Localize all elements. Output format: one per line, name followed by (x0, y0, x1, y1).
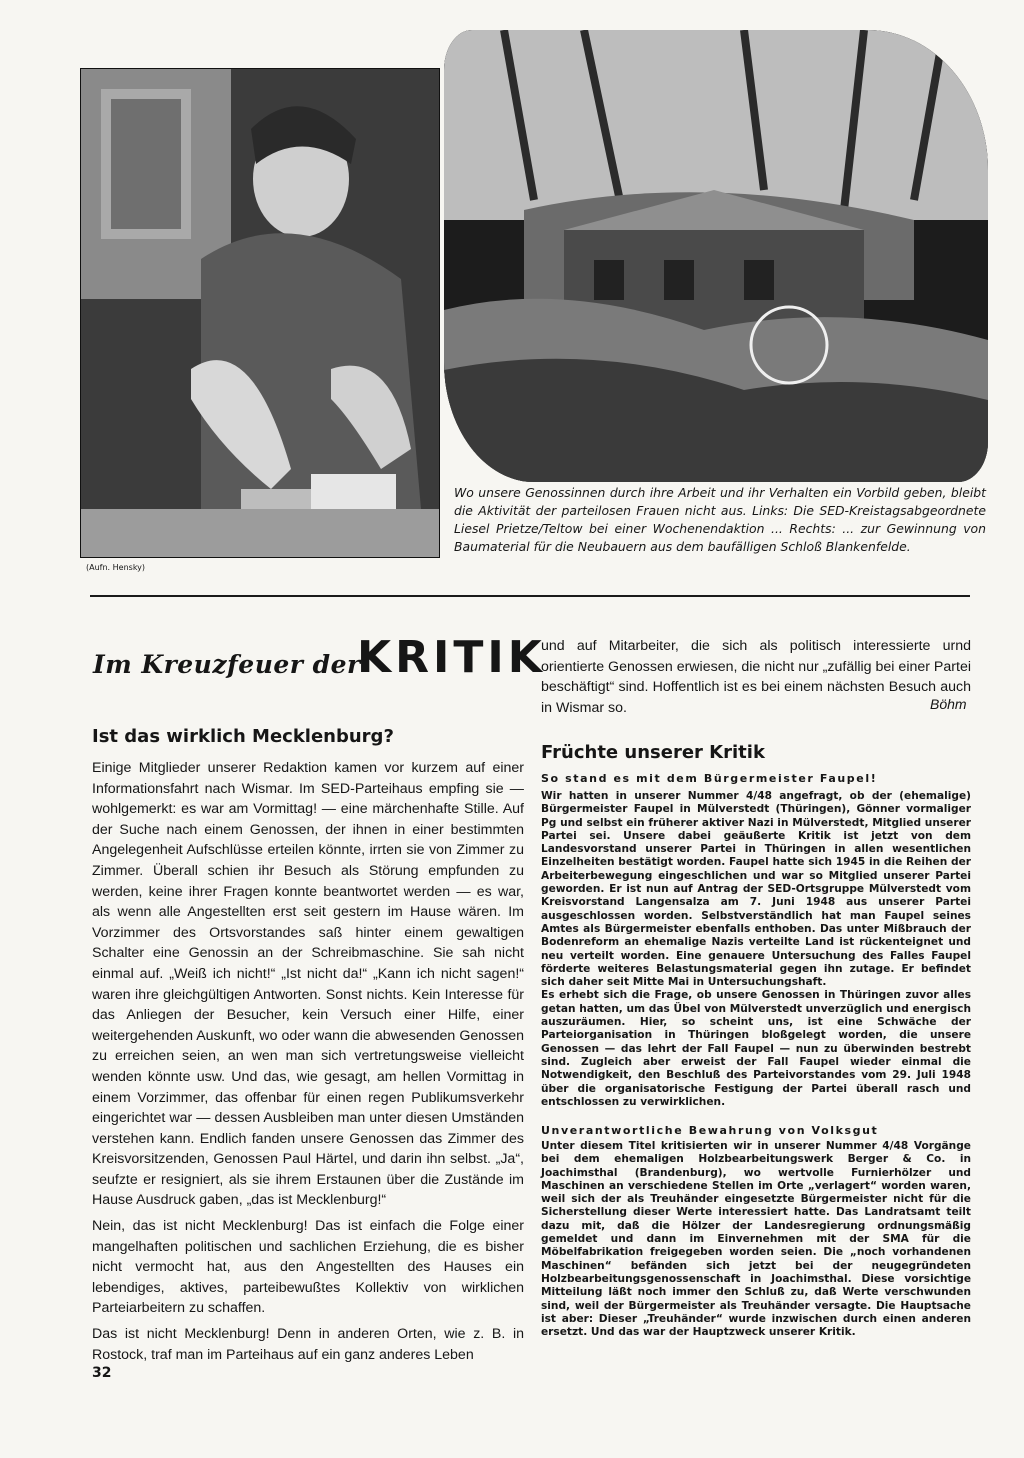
paragraph: Nein, das ist nicht Mecklenburg! Das ist einfach die Folge einer mangelhaften politischen und sachlichen Erziehung, die es bisher nicht vermocht hat, aus den Angestellten des Hauses ein lebendiges, aktives, parteibewußtes Kollektiv von wirklichen Parteiarbeitern zu schaffen. (92, 1218, 524, 1317)
section-kicker: Im Kreuzfeuer der (93, 650, 361, 679)
photo-left (80, 68, 440, 558)
paragraph: Unter diesem Titel kritisierten wir in unserer Nummer 4/48 Vorgänge bei dem ehemaligen Holzbearbeitungswerk Berger & Co. in Joachimsthal (Brandenburg), wo wertvolle Furnierhölzer und Maschinen an verschiedene Stellen im Orte „verlagert“ worden waren, weil sich der als Treuhänder eingesetzte Bürgermeister nicht für die Sicherstellung dieser Werte interessiert hatte. Das Landratsamt teilt dazu mit, daß die Hölzer der Landesregierung ordnungsmäßig gemeldet und dann im Einvernehmen mit der SMA für die Möbelfabrikation freigegeben worden seien. Die „noch vorhandenen Maschinen“ befänden sich jetzt bei der neugegründeten Holzbearbeitungsgenossenschaft in Joachimsthal. Diese vorsichtige Mitteilung läßt noch immer den Schluß zu, daß Werte verschwunden sind, weil der Bürgermeister als Treuhänder versagte. Die Hauptsache ist aber: Dieser „Treuhänder“ wurde inzwischen durch einen anderen ersetzt. Und das war der Hauptzweck unserer Kritik. (541, 1140, 971, 1339)
photo-castle-ruins-icon (444, 30, 988, 482)
article-heading-right: Früchte unserer Kritik (541, 742, 765, 763)
photo-right (444, 30, 988, 482)
article-body-volksgut (541, 1140, 971, 1339)
paragraph: Es erhebt sich die Frage, ob unsere Genossen in Thüringen zuvor alles getan hatten, um das Übel von Mülverstedt unverzüglich und energisch auszuräumen. Hier, so scheint uns, ist eine Schwäche der Parteiorganisation in Thüringen bloßgelegt worden, die unsere Genossen — das lehrt der Fall Faupel — nun zu überwinden bestrebt sind. Zugleich aber erweist der Fall Faupel wieder einmal die Notwendigkeit, den Beschluß des Parteivorstandes vom 29. Juli 1948 über die organisatorische Festigung der Partei überall rasch und entschlossen zu verwirklichen. (541, 989, 971, 1108)
paragraph: Wir hatten in unserer Nummer 4/48 angefragt, ob der (ehemalige) Bürgermeister Faupel in Mülverstedt (Thüringen), Gönner vormaliger Pg und selbst ein früherer aktiver Nazi in Mülverstedt, Mitglied unserer Partei sei. Unsere dabei geäußerte Kritik ist jetzt von dem Landesvorstand unserer Partei in Thüringen in allen wesentlichen Einzelheiten bestätigt worden. Faupel hatte sich 1945 in die Reihen der Arbeiterbewegung eingeschlichen und war so Mitglied unserer Partei geworden. Er ist nun auf Antrag der SED-Ortsgruppe Mülverstedt vom Kreisvorstand Langensalza am 7. Juni 1948 aus unserer Partei ausgeschlossen worden. Selbstverständlich hat man Faupel seines Amtes als Bürgermeister ebenfalls enthoben. Das unter Mißbrauch der Bodenreform an ehemalige Nazis verteilte Land ist rückenteignet und neu verteilt worden. Eine genauere Untersuchung des Falles Faupel förderte weiteres Belastungsmaterial gegen ihn zutage. Er befindet sich daher seit Mitte Mai in Untersuchungshaft. (541, 790, 971, 989)
page-number: 32 (92, 1365, 112, 1381)
article-heading-left: Ist das wirklich Mecklenburg? (92, 726, 394, 747)
subheading-volksgut: Unverantwortliche Bewahrung von Volksgut (541, 1124, 879, 1137)
article-continuation: und auf Mitarbeiter, die sich als politisch interessierte urnd orientierte Genossen erwiesen, die nicht nur „zufällig bei einer Partei beschäftigt“ sind. Hoffentlich ist es bei einem nächsten Besuch auch in Wismar so. (541, 638, 971, 716)
subheading-faupel: So stand es mit dem Bürgermeister Faupel! (541, 772, 878, 785)
section-title: KRITIK (357, 632, 546, 683)
section-divider (90, 595, 970, 597)
article-body-faupel (541, 790, 971, 1109)
photo-credit: (Aufn. Hensky) (86, 563, 146, 572)
photo-woman-laying-stones-icon (81, 69, 439, 557)
author-signature: Böhm (930, 696, 967, 712)
article-body-left (92, 758, 524, 1370)
paragraph: Das ist nicht Mecklenburg! Denn in anderen Orten, wie z. B. in Rostock, traf man im Parteihaus auf ein ganz anderes Leben (92, 1326, 524, 1363)
paragraph: Einige Mitglieder unserer Redaktion kamen vor kurzem auf einer Informationsfahrt nach Wismar. Im SED-Parteihaus empfing sie — wohlgemerkt: es war am Vormittag! — eine märchenhafte Stille. Auf der Suche nach einem Genossen, der ihnen in einer bestimmten Angelegenheit Aufschlüsse erteilen könnte, irrten sie von Zimmer zu Zimmer. Überall schien ihr Besuch als Störung empfunden zu werden, keine ihrer Fragen konnte beantwortet werden — es war, als wenn alle Angestellten erst seit gestern im Hause wären. Im Vorzimmer des Ortsvorstandes saß hinter einem gewaltigen Schalter eine Genossin an der Schreibmaschine. Sie sah nicht einmal auf. „Weiß ich nicht!“ „Ist nicht da!“ „Kann ich nicht sagen!“ waren ihre gleichgültigen Antworten. Sonst nichts. Kein Interesse für das Anliegen der Besucher, kein Versuch einer Hilfe, einer weitergehenden Auskunft, wo oder wann die abwesenden Genossen zu erreichen seien, an wen man sich vertretungsweise vielleicht wenden könnte usw. Und das, wie gesagt, am hellen Vormittag in einem Vorzimmer, das offenbar für einen regen Publikumsverkehr eingerichtet war — dessen Ausbleiben man unter diesen Umständen verstehen kann. Endlich fanden unsere Genossen das Zimmer des Kreisvorsitzenden, Genossen Paul Härtel, und darin ihn selbst. „Ja“, seufzte er resigniert, als sie ihrem Erstaunen über die Zustände im Hause Ausdruck gaben, „das ist Mecklenburg!“ (92, 760, 524, 1209)
photo-caption: Wo unsere Genossinnen durch ihre Arbeit und ihr Verhalten ein Vorbild geben, bleibt die Aktivität der parteilosen Frauen nicht aus. Links: Die SED-Kreistagsabgeordnete Liesel Prietze/Teltow bei einer Wochenendaktion ... Rechts: ... zur Gewinnung von Baumaterial für die Neubauern aus dem baufälligen Schloß Blankenfelde. (454, 485, 986, 554)
